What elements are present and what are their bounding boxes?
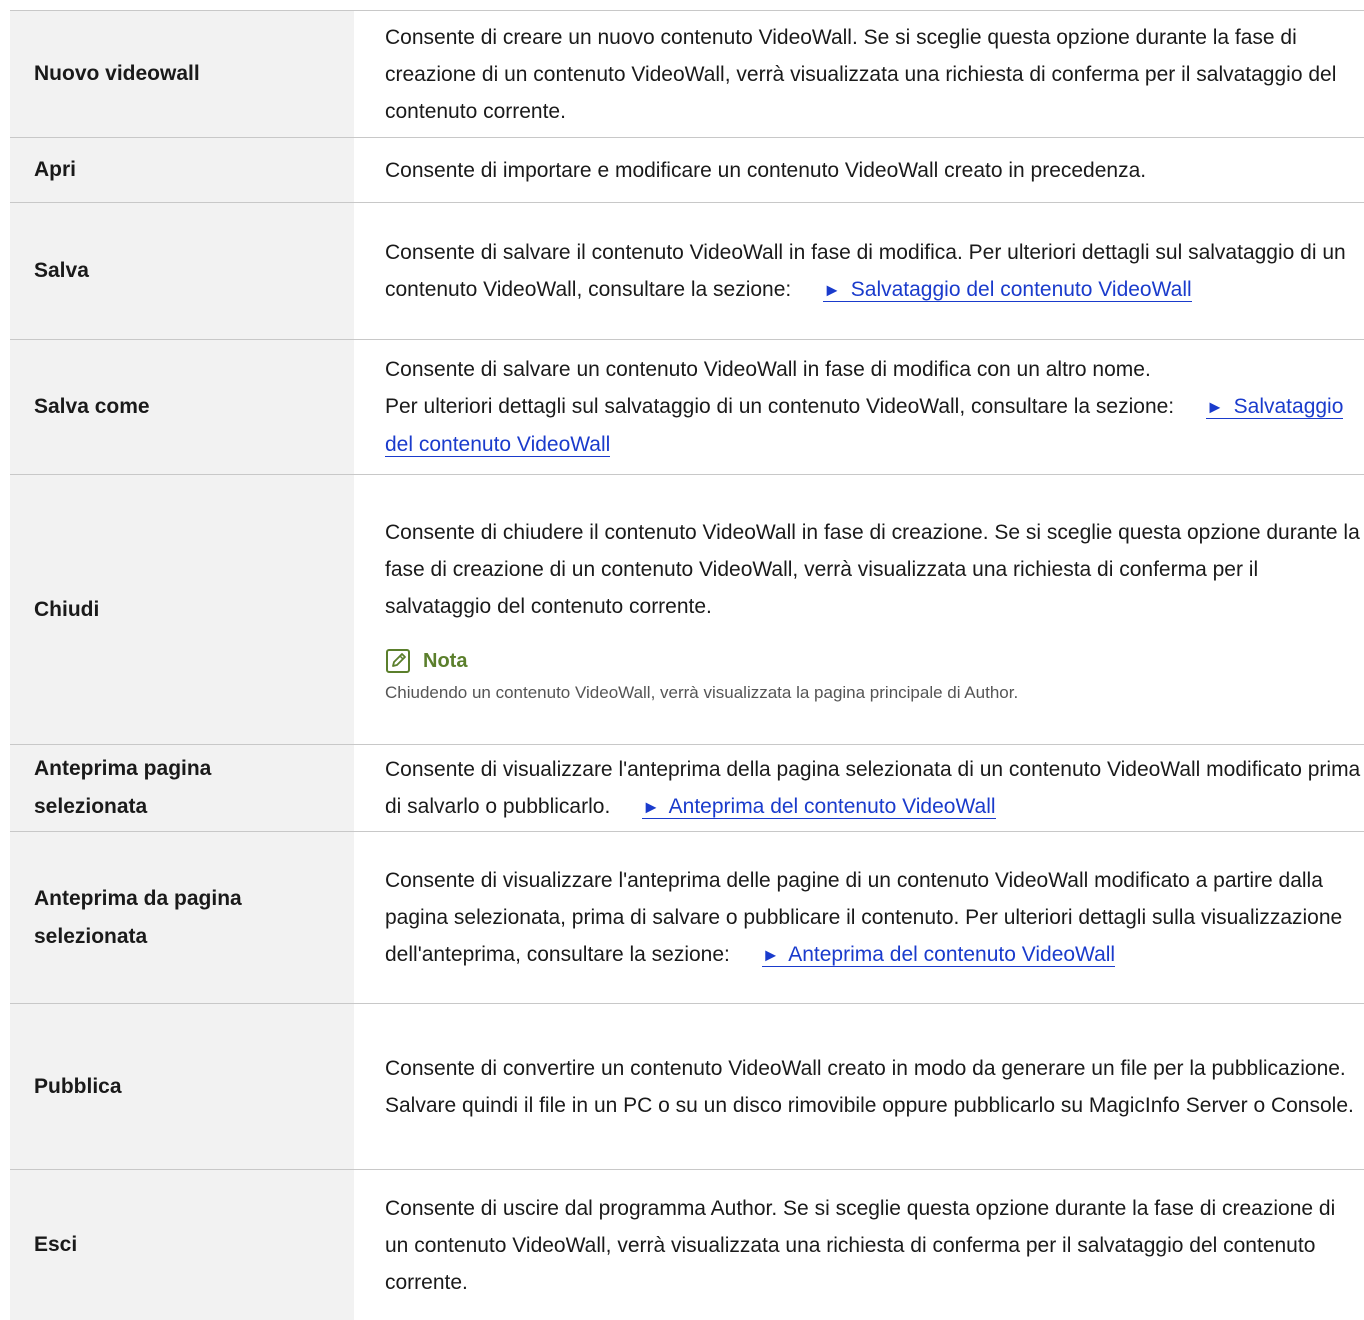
- row-description: [354, 1170, 1364, 1320]
- table-row-anteprima-pagina: [10, 745, 1364, 832]
- row-description: [354, 745, 1364, 831]
- row-description: [354, 475, 1364, 744]
- table-row-chiudi: [10, 475, 1364, 745]
- row-label: Salva come: [10, 340, 354, 474]
- description-text: Consente di creare un nuovo contenuto VideoWall. Se si sceglie questa opzione durante la fase di creazione di un contenuto VideoWall, verrà visualizzata una richiesta di conferma per il salvataggio del contenuto corrente.: [385, 25, 1337, 123]
- note-header: [385, 643, 1364, 680]
- table-row-salva-come: [10, 340, 1364, 475]
- description-text-line1: Consente di salvare un contenuto VideoWall in fase di modifica con un altro nome.: [385, 358, 1151, 381]
- link-anteprima[interactable]: [642, 795, 995, 819]
- row-label: Chiudi: [10, 475, 354, 744]
- row-label: Nuovo videowall: [10, 11, 354, 137]
- link-anteprima[interactable]: [762, 943, 1115, 967]
- table-row-salva: [10, 203, 1364, 340]
- menu-options-table: [10, 10, 1364, 1320]
- row-description: [354, 1004, 1364, 1169]
- arrow-right-icon: ►: [761, 944, 780, 965]
- table-row-nuovo-videowall: [10, 11, 1364, 138]
- description-body: Consente di visualizzare l'anteprima delle pagine di un contenuto VideoWall modificato a partire dalla pagina selezionata, prima di salvare o pubblicare il contenuto. Per ulteriori dettagli sulla visualizzazione dell'anteprima, consultare la sezione:: [385, 868, 1343, 966]
- row-label: Esci: [10, 1170, 354, 1320]
- link-label: Anteprima del contenuto VideoWall: [788, 942, 1116, 966]
- note-pencil-icon: [385, 648, 411, 674]
- row-description: [354, 203, 1364, 339]
- description-text: Consente di chiudere il contenuto VideoWall in fase di creazione. Se si sceglie questa opzione durante la fase di creazione di un contenuto VideoWall, verrà visualizzata una richiesta di conferma per il salvataggio del contenuto corrente.: [385, 520, 1360, 618]
- row-label: Anteprima pagina selezionata: [10, 745, 354, 831]
- link-label: Salvataggio del contenuto VideoWall: [850, 277, 1192, 301]
- note-text: Chiudendo un contenuto VideoWall, verrà visualizzata la pagina principale di Author.: [385, 682, 1019, 702]
- description-text: [385, 862, 1364, 974]
- link-label: Anteprima del contenuto VideoWall: [668, 794, 996, 818]
- description-body: Per ulteriori dettagli sul salvataggio di un contenuto VideoWall, consultare la sezione:: [385, 395, 1175, 418]
- table-row-anteprima-da-pagina: [10, 832, 1364, 1004]
- row-label: Salva: [10, 203, 354, 339]
- table-row-esci: [10, 1170, 1364, 1320]
- arrow-right-icon: ►: [823, 279, 841, 300]
- description-text-line2: [385, 388, 1364, 463]
- description-text: [385, 751, 1364, 826]
- description-body: Consente di salvare il contenuto VideoWall in fase di modifica. Per ulteriori dettagli sul salvataggio di un contenuto VideoWall, consultare la sezione:: [385, 240, 1346, 301]
- row-description: [354, 340, 1364, 474]
- description-text: Consente di importare e modificare un contenuto VideoWall creato in precedenza.: [385, 158, 1147, 182]
- link-salvataggio[interactable]: [823, 278, 1192, 302]
- description-text: Consente di convertire un contenuto VideoWall creato in modo da generare un file per la pubblicazione. Salvare quindi il file in un PC o su un disco rimovibile oppure pubblicarlo su MagicInfo Server o Console.: [385, 1056, 1354, 1117]
- note-title: Nota: [423, 649, 468, 672]
- row-description: [354, 832, 1364, 1003]
- arrow-right-icon: ►: [1205, 397, 1224, 417]
- description-text: Consente di uscire dal programma Author. Se si sceglie questa opzione durante la fase di creazione di un contenuto VideoWall, verrà visualizzata una richiesta di conferma per il salvataggio del contenuto corrente.: [385, 1196, 1336, 1294]
- link-label: Salvataggio del contenuto VideoWall: [385, 395, 1344, 456]
- table-row-apri: [10, 138, 1364, 203]
- description-body: Consente di visualizzare l'anteprima della pagina selezionata di un contenuto VideoWall modificato prima di salvarlo o pubblicarlo.: [385, 757, 1361, 818]
- row-label: Anteprima da pagina selezionata: [10, 832, 354, 1003]
- row-description: [354, 138, 1364, 202]
- row-label: Pubblica: [10, 1004, 354, 1169]
- row-label: Apri: [10, 138, 354, 202]
- table-row-pubblica: [10, 1004, 1364, 1170]
- description-text: [385, 234, 1364, 309]
- arrow-right-icon: ►: [642, 796, 660, 817]
- row-description: [354, 11, 1364, 137]
